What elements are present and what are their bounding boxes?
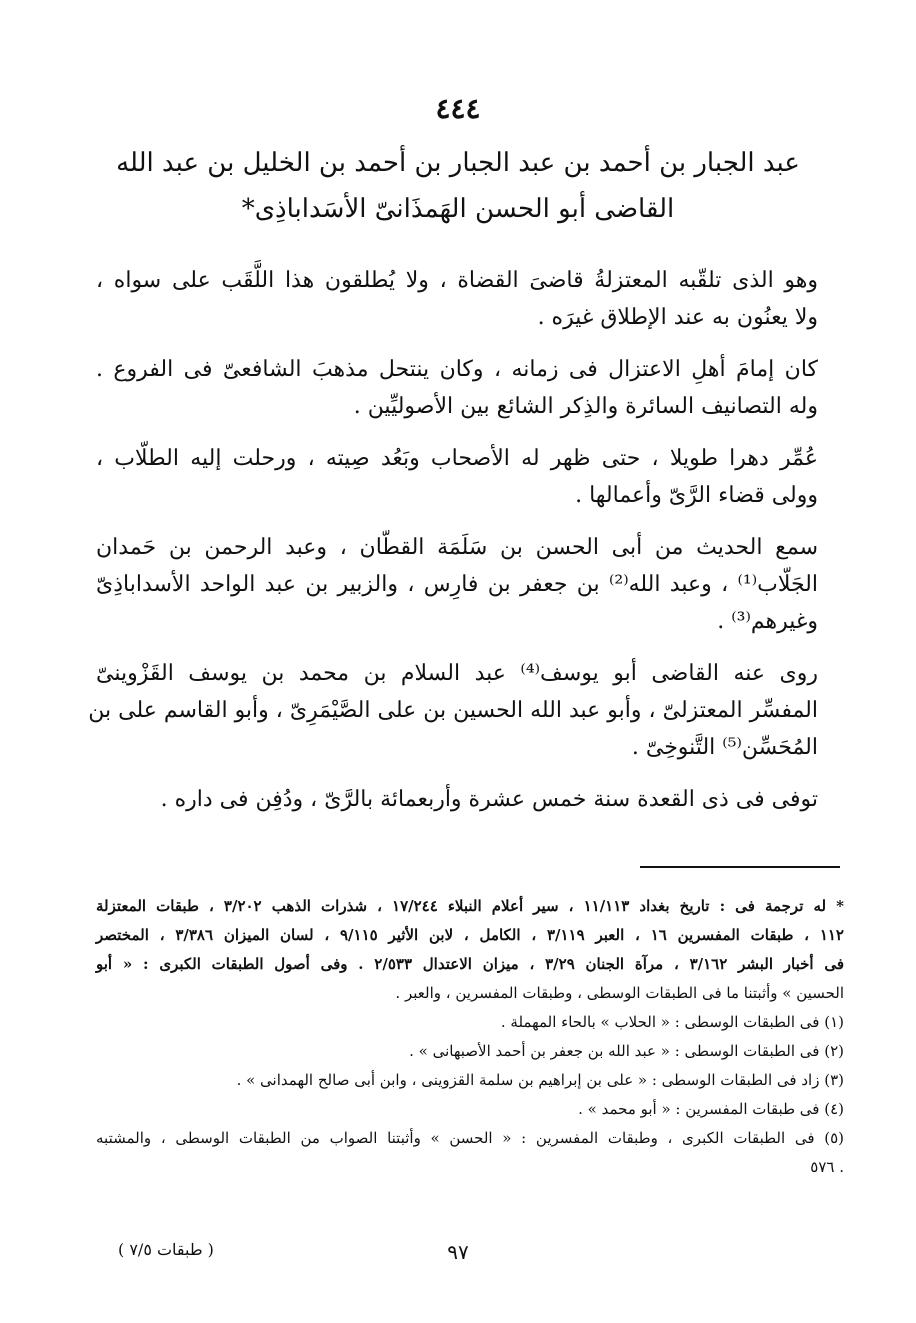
text-line: روى عنه القاضى أبو يوسف⁽⁴⁾ عبد السلام بن محمد بن يوسف القَزْوينىّ: [96, 661, 818, 686]
footnote-2: (٢) فى الطبقات الوسطى : « عبد الله بن جعفر بن أحمد الأصبهانى » .: [409, 1042, 844, 1060]
footnote-5: (٥) فى الطبقات الكبرى ، وطبقات المفسرين : « الحسن » وأثبتنا الصواب من الطبقات الوسطى ، والمشتبه: [96, 1129, 844, 1147]
footnote-divider: [640, 866, 840, 868]
source-line: ١١٢ ، طبقات المفسرين ١٦ ، العبر ٣/١١٩ ، الكامل ، لابن الأثير ٩/١١٥ ، لسان الميزان ٣/٣٨٦ ، المختصر: [96, 926, 844, 944]
text-line: وولى قضاء الرَّىّ وأعمالها .: [575, 483, 818, 508]
paragraph-madhhab: [96, 351, 818, 425]
text-line: توفى فى ذى القعدة سنة خمس عشرة وأربعمائة بالرَّىّ ، ودُفِن فى داره .: [160, 787, 818, 812]
paragraph-teachers: [96, 529, 818, 640]
paragraph-title: [96, 262, 818, 336]
text-line: وهو الذى تلقّبه المعتزلةُ قاضىَ القضاة ، ولا يُطلقون هذا اللَّقَب على سواه ،: [96, 268, 818, 293]
text-line: سمع الحديث من أبى الحسن بن سَلَمَة القطّان ، وعبد الرحمن بن حَمدان: [96, 535, 818, 560]
text-line: وله التصانيف السائرة والذِكر الشائع بين الأصوليِّين .: [353, 394, 818, 419]
printer-signature: ( طبقات ٧/٥ ): [118, 1240, 214, 1259]
text-line: الجَلّاب⁽¹⁾ ، وعبد الله⁽²⁾ بن جعفر بن فارِس ، والزبير بن عبد الواحد الأسداباذِىّ: [96, 572, 818, 597]
paragraph-life: [96, 440, 818, 514]
footnote-5-continued: . ٥٧٦: [810, 1158, 844, 1176]
footnote-1: (١) فى الطبقات الوسطى : « الحلاب » بالحاء المهملة .: [500, 1013, 844, 1031]
paragraph-students: [88, 655, 818, 766]
source-line: فى أخبار البشر ٣/١٦٢ ، مرآة الجنان ٣/٢٩ ، ميزان الاعتدال ٢/٥٣٣ . وفى أصول الطبقات الكبرى : « أبو: [96, 955, 844, 973]
text-line: المفسِّر المعتزلىّ ، وأبو عبد الله الحسين بن على الصَّيْمَرِىّ ، وأبو القاسم على بن: [88, 698, 818, 723]
heading-line-2: القاضى أبو الحسن الهَمذَانىّ الأسَداباذِى*: [241, 194, 675, 224]
text-line: وغيرهم⁽³⁾ .: [717, 609, 818, 634]
paragraph-death: [96, 781, 818, 818]
text-line: كان إمامَ أهلِ الاعتزال فى زمانه ، وكان ينتحل مذهبَ الشافعىّ فى الفروع .: [96, 357, 818, 382]
source-line: الحسين » وأثبتنا ما فى الطبقات الوسطى ، وطبقات المفسرين ، والعبر .: [395, 984, 844, 1002]
footnotes: [96, 892, 844, 1182]
footnote-4: (٤) فى طبقات المفسرين : « أبو محمد » .: [578, 1100, 844, 1118]
entry-number: ٤٤٤: [435, 92, 481, 125]
text-line: ولا يعنُون به عند الإطلاق غيرَه .: [537, 305, 818, 330]
text-line: عُمِّر دهرا طويلا ، حتى ظهر له الأصحاب وبَعُد صِيته ، ورحلت إليه الطلّاب ،: [96, 446, 818, 471]
biography-body: [88, 262, 818, 833]
source-line: * له ترجمة فى : تاريخ بغداد ١١/١١٣ ، سير أعلام النبلاء ١٧/٢٤٤ ، شذرات الذهب ٣/٢٠٢ ، طبقات المعتزلة: [96, 897, 844, 915]
page-number: ٩٧: [447, 1240, 469, 1264]
text-line: المُحَسِّن⁽⁵⁾ التَّنوخِىّ .: [631, 735, 818, 760]
heading-line-1: عبد الجبار بن أحمد بن عبد الجبار بن أحمد بن الخليل بن عبد الله: [116, 148, 800, 178]
biography-heading: [100, 140, 816, 232]
footnote-3: (٣) زاد فى الطبقات الوسطى : « على بن إبراهيم بن سلمة القزوينى ، وابن أبى صالح الهمدانى » .: [236, 1071, 844, 1089]
